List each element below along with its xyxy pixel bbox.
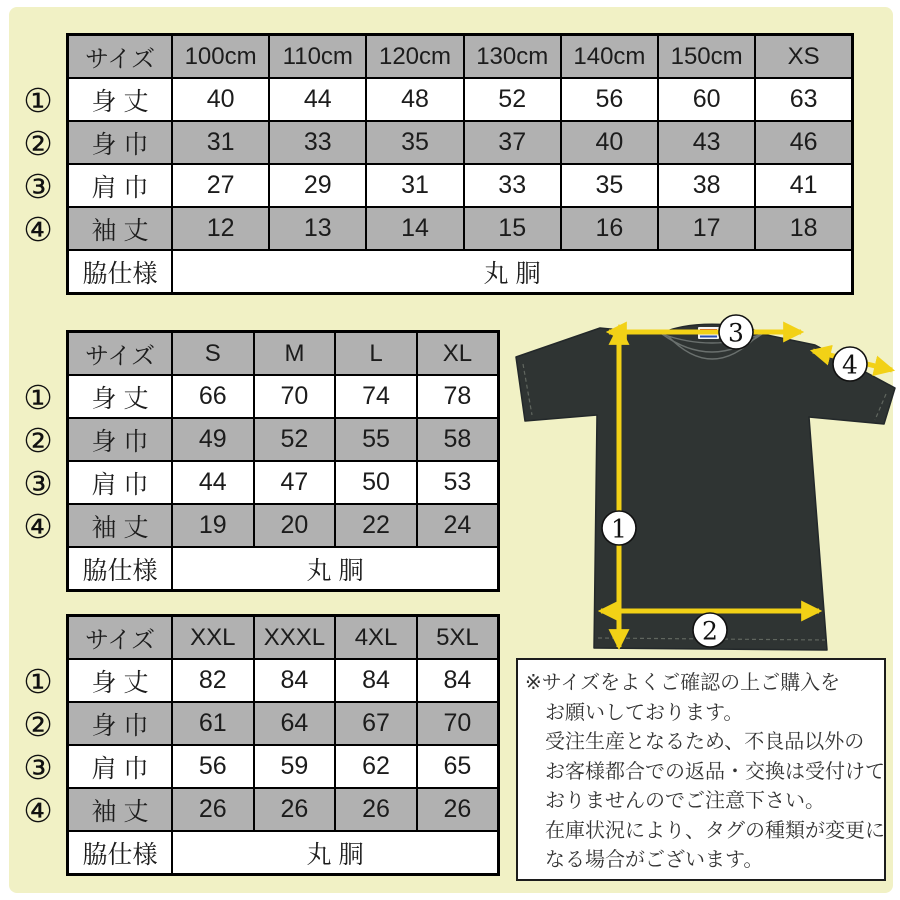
measure-value-cell: 27	[172, 164, 269, 207]
size-column-header: 130cm	[464, 35, 561, 79]
measure-label-cell: 身 巾	[68, 121, 173, 164]
xxl-5xl-size-table	[66, 614, 500, 876]
row-marker-circled-number: ④	[23, 210, 53, 249]
diagram-marker-1	[602, 511, 636, 545]
measure-value-cell: 40	[561, 121, 658, 164]
measure-value-cell: 17	[658, 207, 755, 250]
size-column-header: 5XL	[417, 616, 499, 660]
header-row	[68, 332, 499, 376]
size-column-header: 150cm	[658, 35, 755, 79]
measure-row	[68, 121, 853, 164]
row-marker-circled-number: ④	[23, 507, 53, 546]
measure-value-cell: 43	[658, 121, 755, 164]
measure-value-cell: 41	[755, 164, 852, 207]
measure-row	[68, 504, 499, 547]
measure-value-cell: 70	[254, 375, 336, 418]
measure-value-cell: 66	[172, 375, 254, 418]
measure-value-cell: 52	[464, 78, 561, 121]
measure-value-cell: 15	[464, 207, 561, 250]
measure-value-cell: 52	[254, 418, 336, 461]
measure-value-cell: 53	[417, 461, 499, 504]
side-spec-value-cell: 丸 胴	[172, 547, 499, 591]
diagram-marker-2	[693, 613, 727, 647]
measure-value-cell: 26	[417, 788, 499, 831]
measure-value-cell: 48	[366, 78, 463, 121]
adult-size-table-section	[23, 330, 500, 592]
side-spec-label-cell: 脇仕様	[68, 547, 173, 591]
measure-value-cell: 33	[269, 121, 366, 164]
size-column-header: XXL	[172, 616, 254, 660]
size-column-header: S	[172, 332, 254, 376]
side-spec-row	[68, 547, 499, 591]
header-row	[68, 35, 853, 79]
diagram-marker-3-label: 3	[728, 318, 744, 348]
measure-label-cell: 袖 丈	[68, 788, 173, 831]
size-column-header: XS	[755, 35, 852, 79]
diagram-marker-1-label: 1	[611, 514, 627, 544]
side-spec-row	[68, 831, 499, 875]
note-line: 在庫状況により、タグの種類が変更に	[545, 819, 885, 842]
size-column-header: 110cm	[269, 35, 366, 79]
measure-value-cell: 47	[254, 461, 336, 504]
big-size-table-section	[23, 614, 500, 876]
measure-value-cell: 37	[464, 121, 561, 164]
size-column-header: 100cm	[172, 35, 269, 79]
measure-value-cell: 26	[335, 788, 417, 831]
kids-size-table-container	[66, 33, 854, 295]
measure-row	[68, 164, 853, 207]
measure-value-cell: 61	[172, 702, 254, 745]
tshirt-measurement-diagram	[512, 312, 898, 655]
s-xl-size-table	[66, 330, 500, 592]
measure-value-cell: 35	[366, 121, 463, 164]
measure-value-cell: 12	[172, 207, 269, 250]
note-line: 受注生産となるため、不良品以外の	[545, 731, 865, 753]
measure-value-cell: 40	[172, 78, 269, 121]
note-line: お客様都合での返品・交換は受付けて	[545, 760, 885, 783]
purchase-note-box	[516, 658, 886, 881]
note-line: おりませんのでご注意下さい。	[545, 790, 825, 812]
measure-value-cell: 82	[172, 659, 254, 702]
measure-row	[68, 659, 499, 702]
measure-value-cell: 55	[335, 418, 417, 461]
measure-value-cell: 64	[254, 702, 336, 745]
row-marker-circled-number: ②	[23, 705, 53, 744]
measure-row	[68, 702, 499, 745]
measure-row	[68, 745, 499, 788]
row-marker-column	[16, 79, 60, 251]
measure-value-cell: 20	[254, 504, 336, 547]
measure-value-cell: 78	[417, 375, 499, 418]
diagram-marker-4	[833, 347, 867, 381]
side-spec-value-cell: 丸 胴	[172, 831, 499, 875]
measure-label-cell: 袖 丈	[68, 504, 173, 547]
measure-value-cell: 50	[335, 461, 417, 504]
size-corner-header: サイズ	[68, 332, 173, 376]
measure-label-cell: 身 丈	[68, 659, 173, 702]
measure-value-cell: 31	[366, 164, 463, 207]
measure-row	[68, 207, 853, 250]
side-spec-value-cell: 丸 胴	[172, 250, 853, 294]
measure-value-cell: 35	[561, 164, 658, 207]
measure-value-cell: 58	[417, 418, 499, 461]
tshirt-diagram-svg	[512, 312, 898, 655]
measure-value-cell: 22	[335, 504, 417, 547]
measure-value-cell: 63	[755, 78, 852, 121]
note-line: ※サイズをよくご確認の上ご購入を	[525, 672, 841, 694]
measure-value-cell: 49	[172, 418, 254, 461]
row-marker-circled-number: ②	[23, 124, 53, 163]
measure-row	[68, 375, 499, 418]
size-column-header: 4XL	[335, 616, 417, 660]
measure-value-cell: 26	[254, 788, 336, 831]
row-marker-circled-number: ②	[23, 421, 53, 460]
measure-value-cell: 60	[658, 78, 755, 121]
size-column-header: L	[335, 332, 417, 376]
size-column-header: 140cm	[561, 35, 658, 79]
big-size-table-container	[66, 614, 500, 876]
diagram-marker-4-label: 4	[842, 350, 858, 380]
measure-label-cell: 身 丈	[68, 375, 173, 418]
measure-value-cell: 62	[335, 745, 417, 788]
note-line: お願いしております。	[545, 701, 744, 724]
measure-value-cell: 31	[172, 121, 269, 164]
measure-row	[68, 461, 499, 504]
measure-label-cell: 袖 丈	[68, 207, 173, 250]
measure-value-cell: 19	[172, 504, 254, 547]
measure-label-cell: 身 巾	[68, 702, 173, 745]
size-column-header: XXXL	[254, 616, 336, 660]
measure-value-cell: 38	[658, 164, 755, 207]
diagram-marker-3	[719, 315, 753, 349]
size-column-header: 120cm	[366, 35, 463, 79]
measure-label-cell: 肩 巾	[68, 745, 173, 788]
kids-xs-size-table	[66, 33, 854, 295]
measure-value-cell: 33	[464, 164, 561, 207]
size-corner-header: サイズ	[68, 616, 173, 660]
measure-value-cell: 18	[755, 207, 852, 250]
size-column-header: XL	[417, 332, 499, 376]
measure-value-cell: 44	[269, 78, 366, 121]
adult-size-table-container	[66, 330, 500, 592]
measure-row	[68, 788, 499, 831]
measure-value-cell: 14	[366, 207, 463, 250]
measure-value-cell: 24	[417, 504, 499, 547]
measure-value-cell: 70	[417, 702, 499, 745]
measure-value-cell: 29	[269, 164, 366, 207]
measure-label-cell: 身 丈	[68, 78, 173, 121]
side-spec-label-cell: 脇仕様	[68, 831, 173, 875]
measure-row	[68, 418, 499, 461]
row-marker-circled-number: ③	[23, 748, 53, 787]
diagram-marker-2-label: 2	[702, 616, 718, 646]
row-marker-circled-number: ③	[23, 464, 53, 503]
row-marker-circled-number: ④	[23, 791, 53, 830]
size-corner-header: サイズ	[68, 35, 173, 79]
measure-value-cell: 26	[172, 788, 254, 831]
row-marker-circled-number: ①	[23, 378, 53, 417]
header-row	[68, 616, 499, 660]
kids-size-table-section	[23, 33, 854, 295]
row-marker-circled-number: ③	[23, 167, 53, 206]
measure-value-cell: 74	[335, 375, 417, 418]
side-spec-row	[68, 250, 853, 294]
measure-value-cell: 56	[172, 745, 254, 788]
measure-value-cell: 67	[335, 702, 417, 745]
row-marker-circled-number: ①	[23, 662, 53, 701]
measure-value-cell: 65	[417, 745, 499, 788]
row-marker-column	[16, 376, 60, 548]
measure-value-cell: 84	[254, 659, 336, 702]
measure-value-cell: 16	[561, 207, 658, 250]
measure-label-cell: 肩 巾	[68, 164, 173, 207]
measure-value-cell: 59	[254, 745, 336, 788]
measure-value-cell: 13	[269, 207, 366, 250]
size-column-header: M	[254, 332, 336, 376]
measure-value-cell: 84	[417, 659, 499, 702]
side-spec-label-cell: 脇仕様	[68, 250, 173, 294]
row-marker-column	[16, 660, 60, 832]
measure-value-cell: 56	[561, 78, 658, 121]
measure-value-cell: 46	[755, 121, 852, 164]
measure-value-cell: 84	[335, 659, 417, 702]
measure-label-cell: 身 巾	[68, 418, 173, 461]
row-marker-circled-number: ①	[23, 81, 53, 120]
measure-row	[68, 78, 853, 121]
note-line: なる場合がございます。	[545, 849, 764, 871]
measure-value-cell: 44	[172, 461, 254, 504]
measure-label-cell: 肩 巾	[68, 461, 173, 504]
